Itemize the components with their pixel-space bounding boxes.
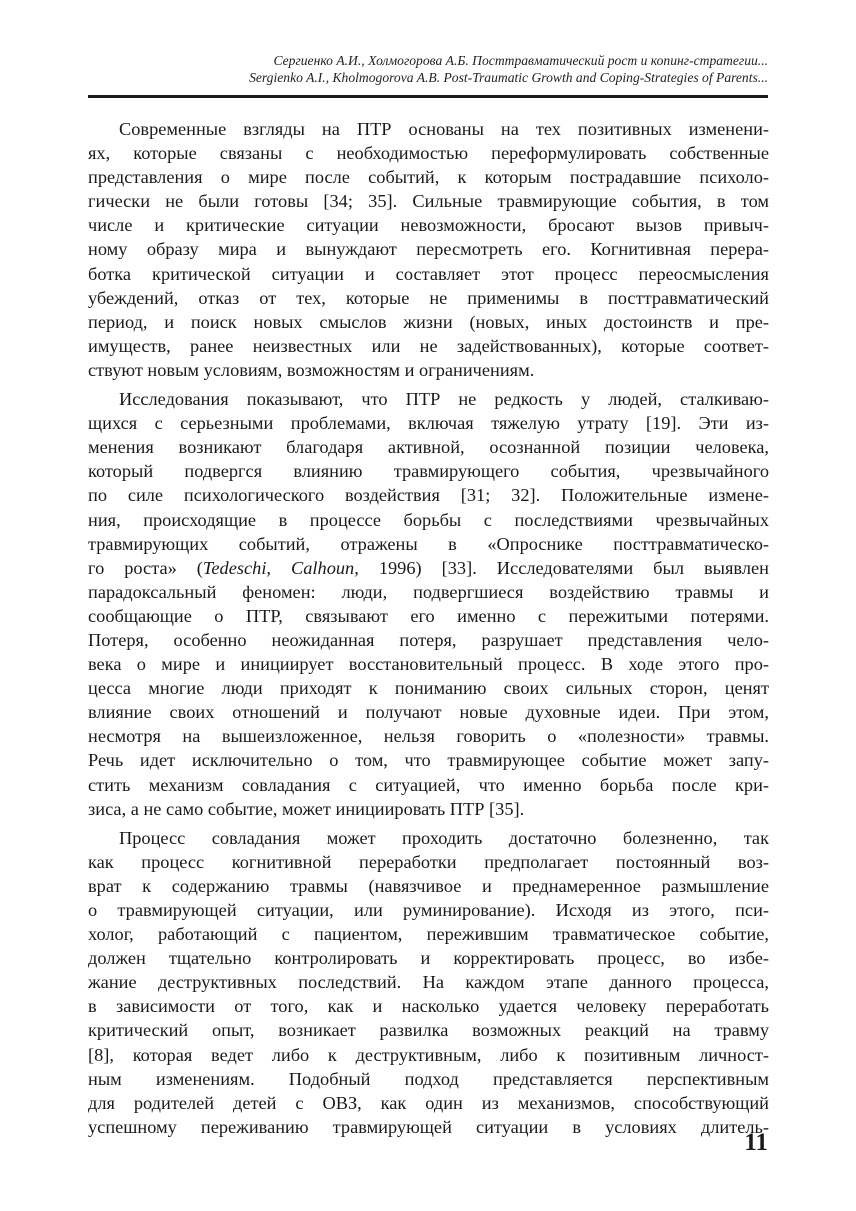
text-line: успешному переживанию травмирующей ситуации в условиях длитель-: [88, 1116, 769, 1137]
text-line: о травмирующей ситуации, или руминирование). Исходя из этого, пси-: [88, 900, 769, 920]
text-line: травмирующих событий, отражены в «Опроснике посттравматическо-: [88, 533, 769, 554]
body-text: [88, 117, 769, 1139]
cited-authors: Tedeschi, Calhoun,: [202, 557, 359, 578]
paragraph-2: [88, 387, 769, 821]
paragraph-3: [88, 826, 769, 1139]
header-divider: [88, 95, 768, 98]
text-line: представления о мире после событий, к которым пострадавшие психоло-: [88, 167, 769, 188]
text-line: ния, происходящие в процессе борьбы с последствиями чрезвычайных: [88, 509, 769, 530]
text-line: для родителей детей с ОВЗ, как один из механизмов, способствующий: [88, 1092, 769, 1113]
running-head-ru: Сергиенко А.И., Холмогорова А.Б. Посттравматический рост и копинг-стратегии...: [273, 53, 768, 68]
text-line: по силе психологического воздействия [31; 32]. Положительные измене-: [88, 485, 769, 506]
text-line: Потеря, особенно неожиданная потеря, разрушает представления чело-: [88, 629, 769, 650]
text-line-citation: го роста» (Tedeschi, Calhoun, 1996) [33]. Исследователями был выявлен: [88, 557, 769, 578]
paragraph-1: [88, 117, 769, 382]
text-line: имуществ, ранее неизвестных или не задействованных), которые соответ-: [88, 335, 769, 356]
text-line: убеждений, отказ от тех, которые не применимы в посттравматический: [88, 287, 769, 308]
text-line: ботка критической ситуации и составляет этот процесс переосмысления: [88, 263, 769, 284]
text-line: влияние своих отношений и получают новые духовные идеи. При этом,: [88, 702, 769, 723]
running-head: [88, 52, 768, 86]
text-line: числе и критические ситуации невозможности, бросают вызов привыч-: [88, 215, 769, 236]
text-line: зиса, а не само событие, может инициировать ПТР [35].: [88, 798, 525, 819]
running-head-en: Sergienko A.I., Kholmogorova A.B. Post-Traumatic Growth and Coping-Strategies of Parents...: [249, 70, 768, 85]
text-line: менения возникают благодаря активной, осознанной позиции человека,: [88, 437, 769, 458]
text-line: Современные взгляды на ПТР основаны на тех позитивных изменени-: [119, 119, 769, 139]
text-line: [8], которая ведет либо к деструктивным, либо к позитивным личност-: [88, 1044, 769, 1065]
text-line: врат к содержанию травмы (навязчивое и преднамеренное размышление: [88, 875, 769, 896]
text-line: Исследования показывают, что ПТР не редкость у людей, сталкиваю-: [119, 389, 769, 410]
text-line: ному образу мира и вынуждают пересмотреть его. Когнитивная перера-: [88, 239, 769, 260]
text-line: который подвергся влиянию травмирующего события, чрезвычайного: [88, 461, 769, 482]
text-line: щихся с серьезными проблемами, включая тяжелую утрату [19]. Эти из-: [88, 413, 769, 434]
text-line: ствуют новым условиям, возможностям и ограничениям.: [88, 359, 535, 380]
text-line: сообщающие о ПТР, связывают его именно с пережитыми потерями.: [88, 605, 769, 626]
text-line: века о мире и инициирует восстановительный процесс. В ходе этого про-: [88, 654, 769, 675]
text-line: ным изменениям. Подобный подход представляется перспективным: [88, 1068, 769, 1089]
text-line: гически не были готовы [34; 35]. Сильные травмирующие события, в том: [88, 191, 769, 212]
text-line: парадоксальный феномен: люди, подвергшиеся воздействию травмы и: [88, 581, 769, 602]
text-line: в зависимости от того, как и насколько удается человеку переработать: [88, 996, 769, 1017]
text-line: Речь идет исключительно о том, что травмирующее событие может запу-: [88, 750, 769, 771]
text-line: Процесс совладания может проходить достаточно болезненно, так: [119, 827, 769, 848]
text-line: стить механизм совладания с ситуацией, что именно борьба после кри-: [88, 774, 769, 795]
text-line: как процесс когнитивной переработки предполагает постоянный воз-: [88, 851, 769, 872]
text-line: несмотря на вышеизложенное, нельзя говорить о «полезности» травмы.: [88, 726, 769, 747]
text-line: холог, работающий с пациентом, пережившим травматическое событие,: [88, 924, 769, 945]
page-number: 11: [744, 1129, 768, 1156]
text-line: период, и поиск новых смыслов жизни (новых, иных достоинств и пре-: [88, 311, 769, 332]
text-line: критический опыт, возникает развилка возможных реакций на травму: [88, 1020, 769, 1041]
text-line: жание деструктивных последствий. На каждом этапе данного процесса,: [88, 972, 769, 993]
text-line: ях, которые связаны с необходимостью переформулировать собственные: [88, 143, 769, 164]
text-line: должен тщательно контролировать и корректировать процесс, во избе-: [88, 948, 769, 969]
text-line: цесса многие люди приходят к пониманию своих сильных сторон, ценят: [88, 678, 769, 699]
